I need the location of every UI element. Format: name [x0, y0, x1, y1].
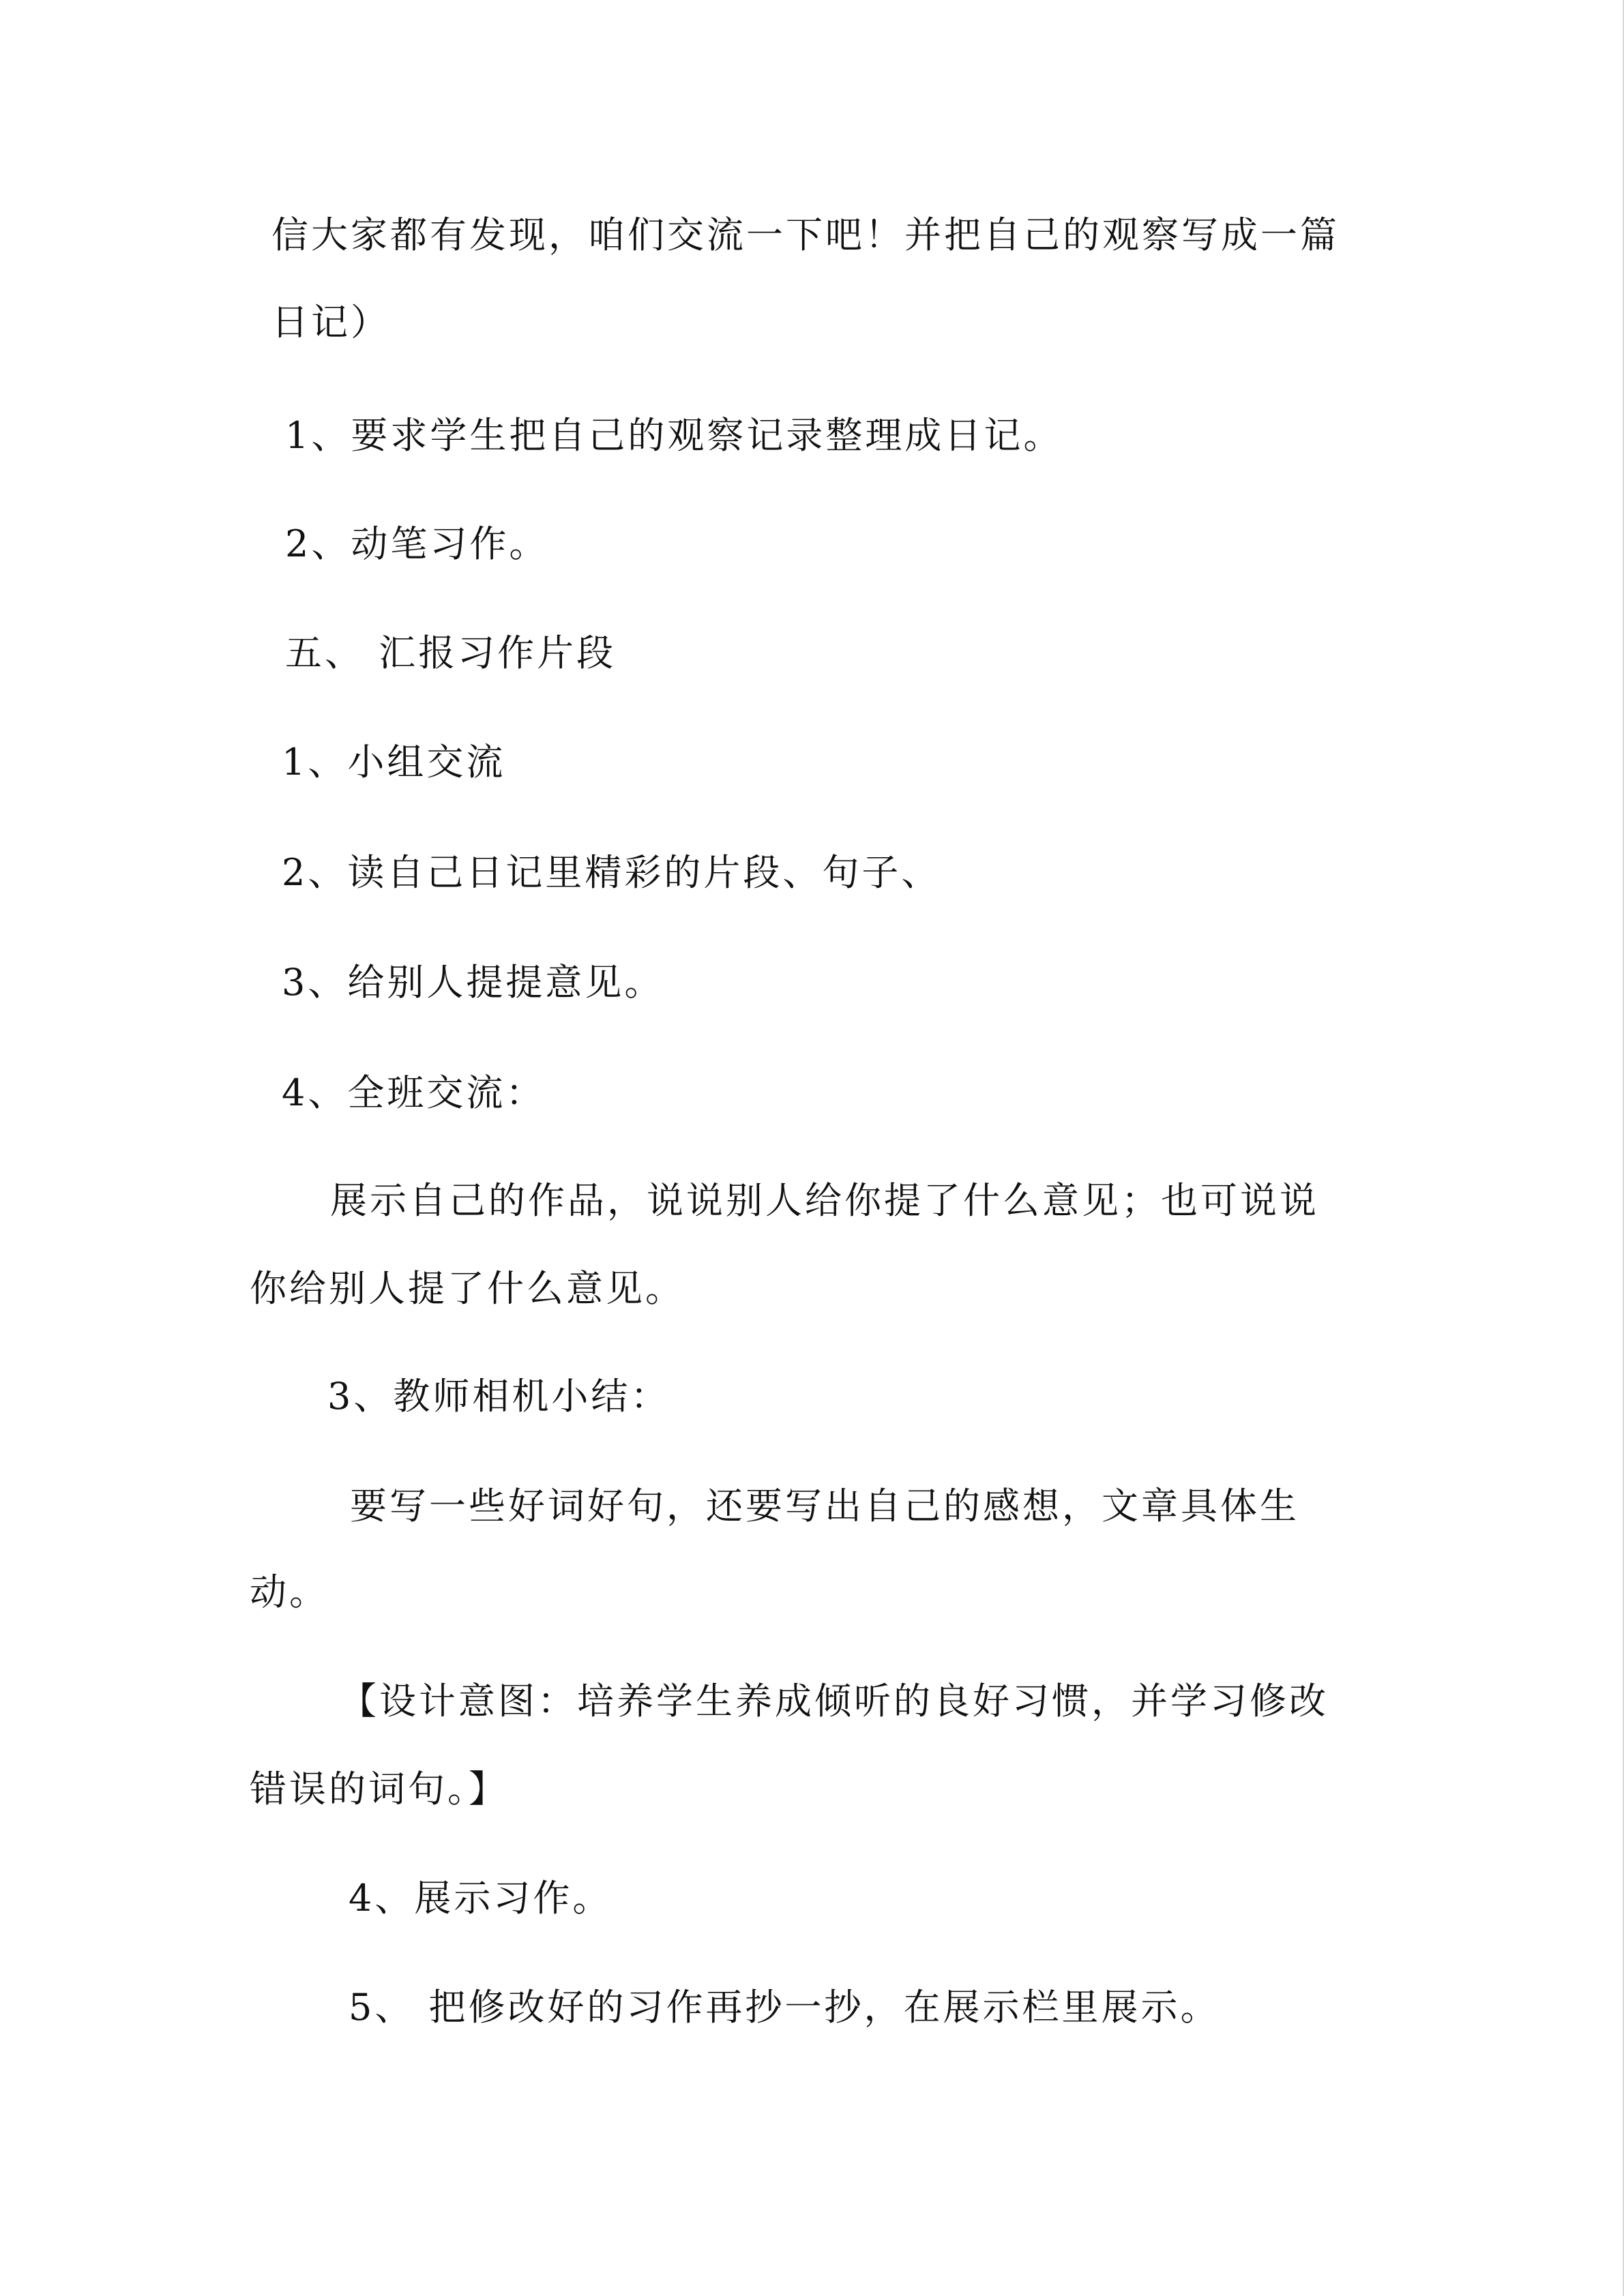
text-line: 1、小组交流 [282, 741, 506, 784]
text-line: 展示自己的作品，说说别人给你提了什么意见；也可说说 [330, 1179, 1319, 1222]
text-line: 4、展示习作。 [349, 1877, 612, 1920]
text-line: 5、 把修改好的习作再抄一抄，在展示栏里展示。 [349, 1986, 1220, 2029]
text-line: 动。 [250, 1570, 329, 1613]
section-heading: 五、 汇报习作片段 [285, 631, 617, 674]
text-line: 4、全班交流： [282, 1071, 546, 1114]
text-line: 1、要求学生把自己的观察记录整理成日记。 [285, 414, 1063, 457]
text-line: 2、动笔习作。 [285, 522, 549, 565]
design-intent-note: 【设计意图：培养学生养成倾听的良好习惯，并学习修改 [340, 1680, 1329, 1723]
text-line: 要写一些好词好句，还要写出自己的感想，文章具体生 [350, 1485, 1299, 1527]
text-line: 日记） [271, 301, 390, 344]
text-line: 3、教师相机小结： [327, 1375, 670, 1418]
text-line: 你给别人提了什么意见。 [250, 1267, 685, 1310]
text-line: 3、给别人提提意见。 [282, 961, 664, 1004]
design-intent-note: 错误的词句。】 [250, 1768, 508, 1810]
text-line: 信大家都有发现，咱们交流一下吧！并把自己的观察写成一篇 [271, 213, 1340, 256]
text-line: 2、读自己日记里精彩的片段、句子、 [282, 851, 941, 894]
